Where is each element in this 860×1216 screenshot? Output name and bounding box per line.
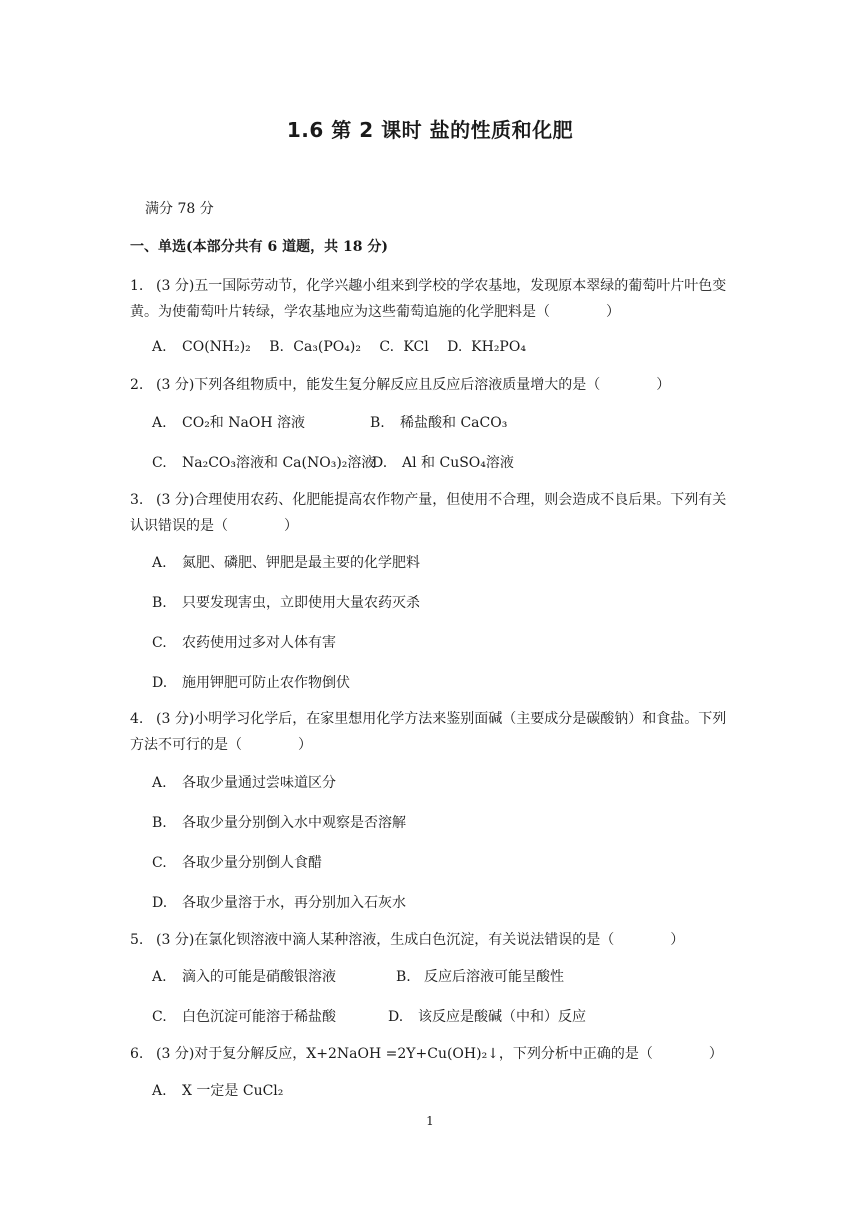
question-4 — [130, 706, 740, 758]
question-number: 6. — [130, 1046, 144, 1062]
section-heading: 一、单选(本部分共有 6 道题，共 18 分) — [130, 239, 388, 255]
question-number: 3. — [130, 492, 144, 508]
question-1 — [130, 273, 735, 325]
option-c: C. 各取少量分别倒人食醋 — [152, 855, 322, 871]
question-5 — [130, 927, 735, 953]
option-d: D. KH₂PO₄ — [447, 339, 526, 355]
question-number: 2. — [130, 377, 144, 393]
option-c: C. Na₂CO₃溶液和 Ca(NO₃)₂溶液 — [152, 455, 376, 471]
option-b: B. 反应后溶液可能呈酸性 — [396, 969, 564, 985]
question-stem: (3 分)合理使用农药、化肥能提高农作物产量，但使用不合理，则会造成不良后果。下列有关认识错误的是（ ） — [130, 492, 727, 534]
question-2 — [130, 372, 735, 398]
page-title: 1.6 第 2 课时 盐的性质和化肥 — [286, 118, 574, 142]
option-b: B. 稀盐酸和 CaCO₃ — [370, 415, 508, 431]
option-a: A. CO(NH₂)₂ — [152, 339, 251, 355]
question-stem: (3 分)对于复分解反应，X+2NaOH =2Y+Cu(OH)₂↓，下列分析中正确的是（ ） — [156, 1046, 723, 1062]
question-stem: (3 分)在氯化钡溶液中滴人某种溶液，生成白色沉淀，有关说法错误的是（ ） — [156, 932, 685, 948]
option-a: A. CO₂和 NaOH 溶液 — [152, 415, 305, 431]
option-d: D. 该反应是酸碱（中和）反应 — [388, 1009, 586, 1025]
option-a: A. 滴入的可能是硝酸银溶液 — [152, 969, 336, 985]
option-d: D. 施用钾肥可防止农作物倒伏 — [152, 675, 350, 691]
option-a: A. X 一定是 CuCl₂ — [152, 1083, 284, 1099]
option-b: B. 各取少量分别倒入水中观察是否溶解 — [152, 815, 406, 831]
question-1-options — [152, 339, 526, 355]
question-number: 1. — [130, 278, 144, 294]
question-6 — [130, 1041, 735, 1067]
option-a: A. 各取少量通过尝味道区分 — [152, 775, 336, 791]
question-stem: (3 分)五一国际劳动节，化学兴趣小组来到学校的学农基地，发现原本翠绿的葡萄叶片叶色变黄。为使葡萄叶片转绿，学农基地应为这些葡萄追施的化学肥料是（ ） — [130, 278, 727, 320]
option-c: C. 农药使用过多对人体有害 — [152, 635, 336, 651]
question-stem: (3 分)小明学习化学后，在家里想用化学方法来鉴别面碱（主要成分是碳酸钠）和食盐。下列方法不可行的是（ ） — [130, 711, 727, 753]
page-number: 1 — [426, 1114, 434, 1128]
option-c: C. 白色沉淀可能溶于稀盐酸 — [152, 1009, 336, 1025]
option-b: B. Ca₃(PO₄)₂ — [269, 339, 361, 355]
option-a: A. 氮肥、磷肥、钾肥是最主要的化学肥料 — [152, 555, 420, 571]
question-number: 5. — [130, 932, 144, 948]
option-d: D. Al 和 CuSO₄溶液 — [372, 455, 514, 471]
question-stem: (3 分)下列各组物质中，能发生复分解反应且反应后溶液质量增大的是（ ） — [156, 377, 671, 393]
question-3 — [130, 487, 735, 539]
option-b: B. 只要发现害虫，立即使用大量农药灭杀 — [152, 595, 420, 611]
option-c: C. KCl — [379, 339, 429, 355]
option-d: D. 各取少量溶于水，再分别加入石灰水 — [152, 895, 406, 911]
question-number: 4. — [130, 711, 144, 727]
full-score: 满分 78 分 — [145, 201, 214, 217]
